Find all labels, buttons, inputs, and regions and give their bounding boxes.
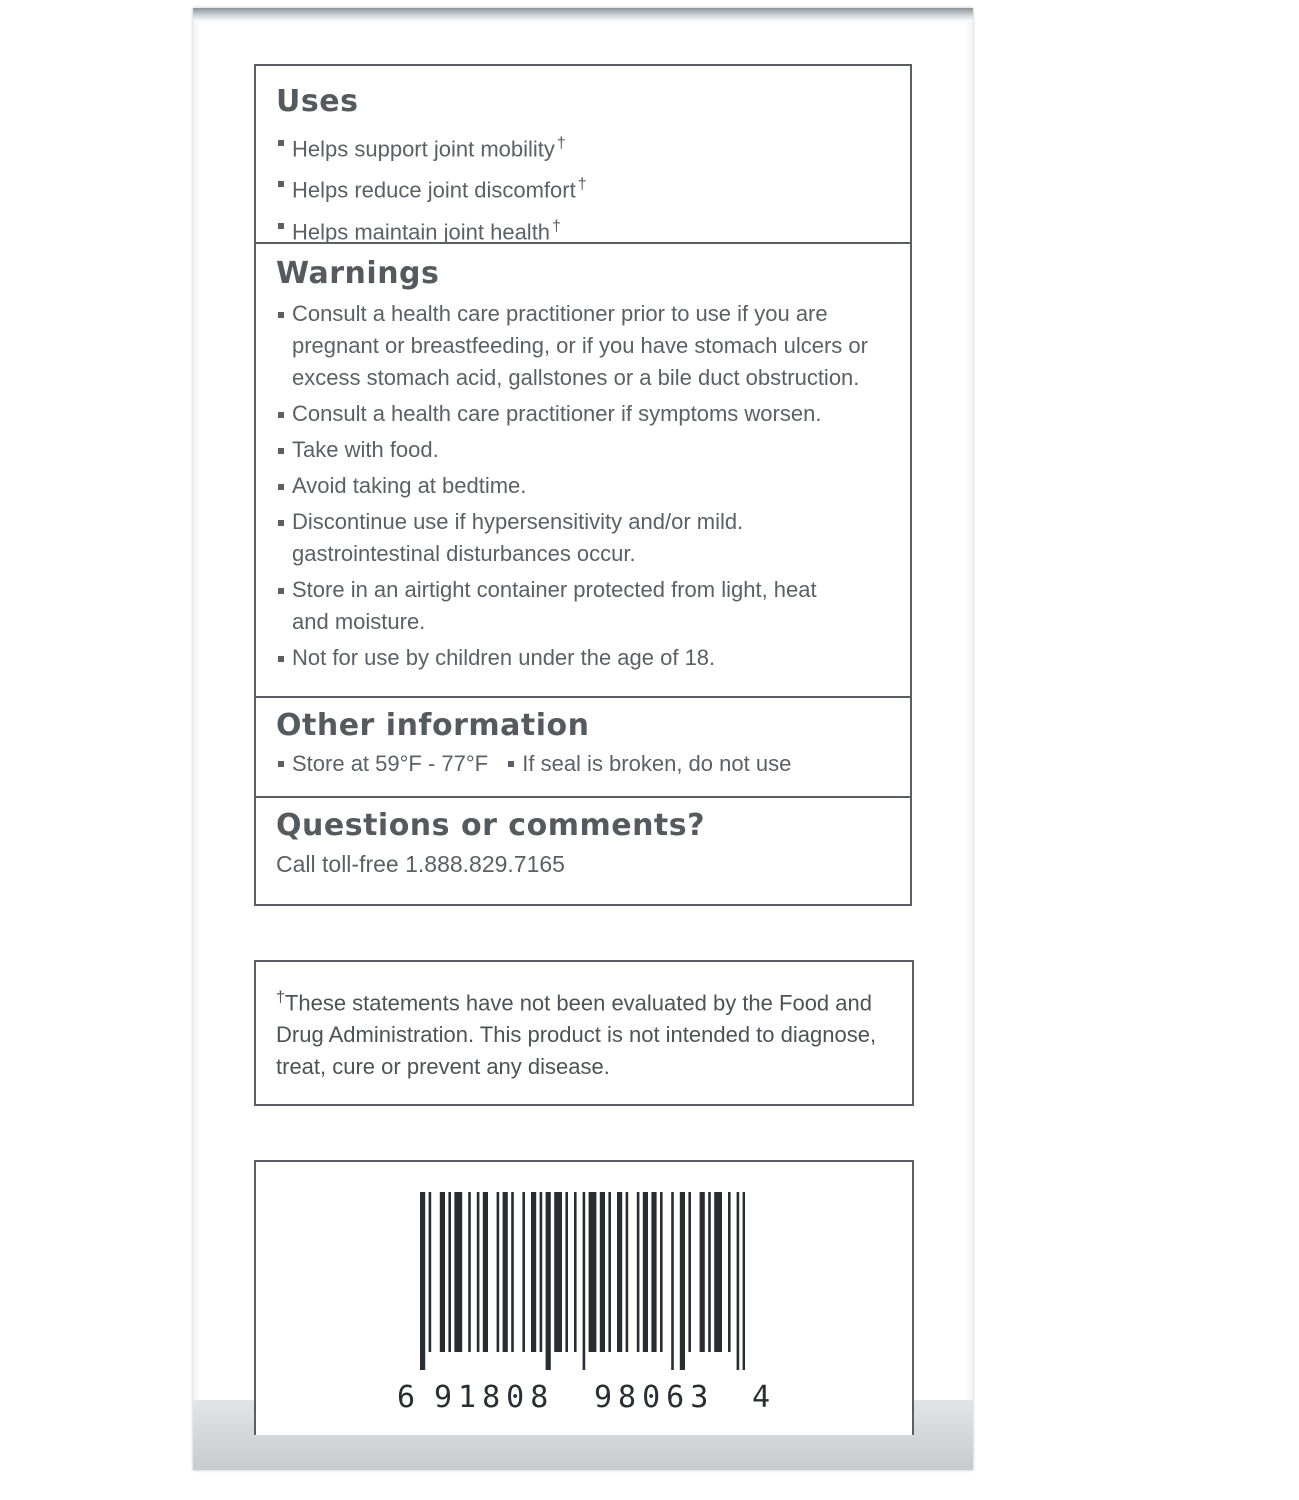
barcode-bar (454, 1192, 462, 1352)
list-item: Take with food. (276, 434, 894, 466)
barcode-bar (680, 1192, 685, 1370)
questions-section (256, 796, 910, 904)
list-item: Helps maintain joint health † (276, 209, 910, 250)
other-info-section (256, 696, 910, 796)
barcode-bar (660, 1192, 663, 1352)
barcode-bar (700, 1192, 705, 1352)
barcode-bar (483, 1192, 488, 1352)
barcode-bar (600, 1192, 605, 1352)
barcode-bar (448, 1192, 451, 1352)
warnings-title: Warnings (276, 256, 440, 291)
dagger-mark: † (276, 989, 285, 1006)
barcode-bar (468, 1192, 471, 1352)
barcode-bar (574, 1192, 577, 1352)
barcode-bar (626, 1192, 629, 1352)
list-item: Avoid taking at bedtime. (276, 470, 894, 502)
barcode-bar (497, 1192, 500, 1352)
barcode-bar (728, 1192, 731, 1352)
barcode-bar (546, 1192, 551, 1370)
barcode-left-digit: 6 (397, 1380, 422, 1415)
barcode-bar (429, 1192, 432, 1352)
barcode-group-2: 98063 (594, 1380, 715, 1415)
warnings-section (256, 242, 910, 696)
list-item: Store in an airtight container protected from light, heat and moisture. (276, 574, 894, 638)
barcode-bar (643, 1192, 648, 1352)
other-info-title: Other information (276, 708, 590, 743)
barcode-bar (617, 1192, 622, 1352)
barcode-bar (688, 1192, 691, 1352)
seal-notice: If seal is broken, do not use (522, 751, 792, 776)
barcode-bar (637, 1192, 640, 1352)
fda-disclaimer (254, 960, 914, 1106)
warnings-list (276, 298, 910, 674)
barcode-bar (651, 1192, 656, 1352)
barcode (420, 1192, 745, 1370)
list-item: Helps reduce joint discomfort † (276, 167, 910, 208)
barcode-bar (743, 1192, 745, 1370)
barcode-bar (503, 1192, 508, 1352)
barcode-bar (531, 1192, 536, 1352)
questions-title: Questions or comments? (276, 808, 706, 843)
barcode-bar (608, 1192, 611, 1352)
barcode-bar (565, 1192, 568, 1352)
phone-number: Call toll-free 1.888.829.7165 (276, 851, 565, 877)
barcode-bar (511, 1192, 514, 1352)
barcode-bar (440, 1192, 445, 1352)
barcode-bar (477, 1192, 480, 1352)
storage-temp: Store at 59°F - 77°F (292, 751, 489, 776)
barcode-bar (708, 1192, 711, 1352)
list-item: Not for use by children under the age of 18. (276, 642, 894, 674)
uses-section (256, 84, 910, 244)
barcode-bar (583, 1192, 586, 1370)
barcode-bar (522, 1192, 525, 1352)
uses-title: Uses (276, 84, 359, 119)
list-item: Discontinue use if hypersensitivity and/or mild. gastrointestinal disturbances occur. (276, 506, 894, 570)
disclaimer-text: These statements have not been evaluated by the Food and Drug Administration. This product is not intended to diagnose, treat, cure or prevent any disease. (276, 990, 877, 1080)
other-info-row (276, 748, 910, 780)
barcode-bar (737, 1192, 740, 1370)
barcode-bar (671, 1192, 674, 1370)
list-item: Helps support joint mobility † (276, 126, 910, 167)
box-top-edge (193, 8, 973, 22)
barcode-right-digit: 4 (752, 1380, 777, 1415)
barcode-bar (540, 1192, 543, 1352)
barcode-group-1: 91808 (434, 1380, 555, 1415)
facts-panel (254, 64, 912, 906)
barcode-bar (589, 1192, 597, 1352)
barcode-bar (554, 1192, 562, 1352)
barcode-bar (714, 1192, 722, 1352)
list-item: Consult a health care practitioner if symptoms worsen. (276, 398, 894, 430)
barcode-bar (420, 1192, 425, 1370)
uses-list (276, 126, 910, 250)
list-item: Consult a health care practitioner prior to use if you are pregnant or breastfeeding, or if you have stomach ulcers or excess stomach acid, gallstones or a bile duct obstruction. (276, 298, 894, 394)
